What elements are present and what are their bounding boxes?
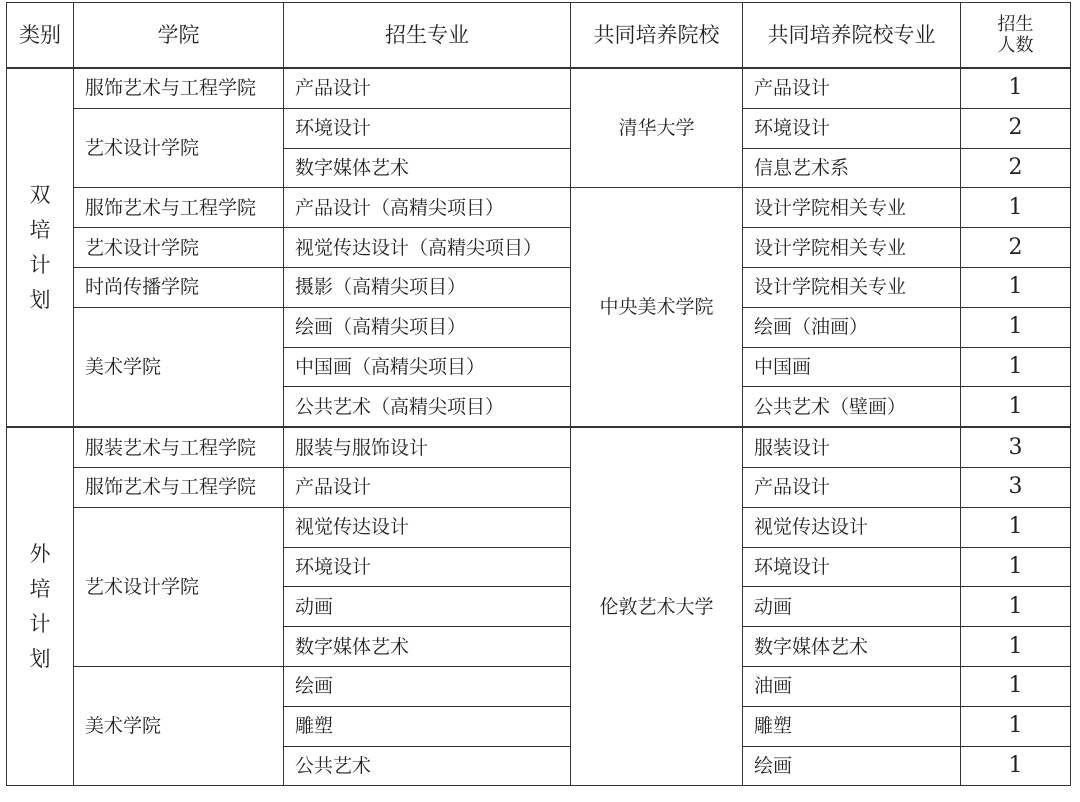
header-major: 招生专业 bbox=[284, 3, 571, 69]
count-cell: 1 bbox=[961, 267, 1071, 307]
count-cell: 1 bbox=[961, 547, 1071, 587]
college-cell: 美术学院 bbox=[74, 666, 284, 785]
header-partner-major: 共同培养院校专业 bbox=[743, 3, 961, 69]
college-cell: 艺术设计学院 bbox=[74, 108, 284, 188]
partner-major-cell: 产品设计 bbox=[743, 68, 961, 108]
header-count bbox=[961, 3, 1071, 69]
college-cell: 服饰艺术与工程学院 bbox=[74, 188, 284, 228]
count-cell: 1 bbox=[961, 68, 1071, 108]
partner-major-cell: 环境设计 bbox=[743, 108, 961, 148]
count-cell: 1 bbox=[961, 347, 1071, 387]
table-row bbox=[7, 666, 1071, 706]
table-row bbox=[7, 507, 1071, 547]
major-cell: 视觉传达设计 bbox=[284, 507, 571, 547]
count-cell: 1 bbox=[961, 387, 1071, 427]
major-cell: 动画 bbox=[284, 587, 571, 627]
count-cell: 1 bbox=[961, 666, 1071, 706]
major-cell: 数字媒体艺术 bbox=[284, 627, 571, 667]
partner-cell: 清华大学 bbox=[571, 68, 743, 188]
partner-major-cell: 动画 bbox=[743, 587, 961, 627]
partner-major-cell: 产品设计 bbox=[743, 467, 961, 507]
count-cell: 2 bbox=[961, 108, 1071, 148]
major-cell: 绘画（高精尖项目） bbox=[284, 307, 571, 347]
college-cell: 艺术设计学院 bbox=[74, 507, 284, 666]
count-cell: 1 bbox=[961, 746, 1071, 786]
major-cell: 雕塑 bbox=[284, 706, 571, 746]
header-row bbox=[7, 3, 1071, 69]
partner-cell: 伦敦艺术大学 bbox=[571, 427, 743, 786]
category-label: 外培计划 bbox=[29, 541, 51, 671]
major-cell: 环境设计 bbox=[284, 547, 571, 587]
header-partner: 共同培养院校 bbox=[571, 3, 743, 69]
major-cell: 公共艺术（高精尖项目） bbox=[284, 387, 571, 427]
college-cell: 服饰艺术与工程学院 bbox=[74, 68, 284, 108]
partner-major-cell: 数字媒体艺术 bbox=[743, 627, 961, 667]
category-label: 双培计划 bbox=[29, 182, 51, 312]
count-cell: 3 bbox=[961, 427, 1071, 467]
major-cell: 中国画（高精尖项目） bbox=[284, 347, 571, 387]
major-cell: 数字媒体艺术 bbox=[284, 148, 571, 188]
table-row bbox=[7, 68, 1071, 108]
college-cell: 服饰艺术与工程学院 bbox=[74, 467, 284, 507]
count-cell: 1 bbox=[961, 627, 1071, 667]
count-cell: 2 bbox=[961, 228, 1071, 268]
partner-cell: 中央美术学院 bbox=[571, 188, 743, 427]
major-cell: 公共艺术 bbox=[284, 746, 571, 786]
category-cell bbox=[7, 427, 74, 786]
table-row bbox=[7, 427, 1071, 467]
major-cell: 摄影（高精尖项目） bbox=[284, 267, 571, 307]
major-cell: 视觉传达设计（高精尖项目） bbox=[284, 228, 571, 268]
header-college: 学院 bbox=[74, 3, 284, 69]
partner-major-cell: 设计学院相关专业 bbox=[743, 188, 961, 228]
partner-major-cell: 油画 bbox=[743, 666, 961, 706]
major-cell: 产品设计 bbox=[284, 467, 571, 507]
major-cell: 产品设计 bbox=[284, 68, 571, 108]
partner-major-cell: 设计学院相关专业 bbox=[743, 267, 961, 307]
count-cell: 3 bbox=[961, 467, 1071, 507]
partner-major-cell: 设计学院相关专业 bbox=[743, 228, 961, 268]
count-cell: 1 bbox=[961, 706, 1071, 746]
header-count-text: 招生人数 bbox=[997, 14, 1034, 56]
partner-major-cell: 公共艺术（壁画） bbox=[743, 387, 961, 427]
major-cell: 产品设计（高精尖项目） bbox=[284, 188, 571, 228]
partner-major-cell: 服装设计 bbox=[743, 427, 961, 467]
partner-major-cell: 绘画（油画） bbox=[743, 307, 961, 347]
table-row bbox=[7, 108, 1071, 148]
table-row bbox=[7, 228, 1071, 268]
college-cell: 时尚传播学院 bbox=[74, 267, 284, 307]
category-cell bbox=[7, 68, 74, 427]
table-body bbox=[7, 68, 1071, 786]
count-cell: 1 bbox=[961, 307, 1071, 347]
enrollment-table bbox=[6, 2, 1071, 786]
college-cell: 美术学院 bbox=[74, 307, 284, 427]
partner-major-cell: 信息艺术系 bbox=[743, 148, 961, 188]
major-cell: 绘画 bbox=[284, 666, 571, 706]
college-cell: 艺术设计学院 bbox=[74, 228, 284, 268]
table-row bbox=[7, 188, 1071, 228]
count-cell: 1 bbox=[961, 507, 1071, 547]
college-cell: 服装艺术与工程学院 bbox=[74, 427, 284, 467]
table-row bbox=[7, 467, 1071, 507]
count-cell: 1 bbox=[961, 188, 1071, 228]
partner-major-cell: 雕塑 bbox=[743, 706, 961, 746]
partner-major-cell: 环境设计 bbox=[743, 547, 961, 587]
partner-major-cell: 绘画 bbox=[743, 746, 961, 786]
count-cell: 2 bbox=[961, 148, 1071, 188]
major-cell: 环境设计 bbox=[284, 108, 571, 148]
count-cell: 1 bbox=[961, 587, 1071, 627]
header-category: 类别 bbox=[7, 3, 74, 69]
major-cell: 服装与服饰设计 bbox=[284, 427, 571, 467]
partner-major-cell: 中国画 bbox=[743, 347, 961, 387]
partner-major-cell: 视觉传达设计 bbox=[743, 507, 961, 547]
table-row bbox=[7, 267, 1071, 307]
table-row bbox=[7, 307, 1071, 347]
